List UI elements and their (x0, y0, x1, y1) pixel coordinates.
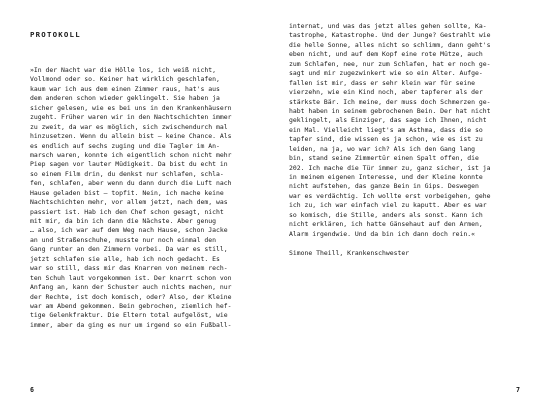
text-line: mit mir, da bin ich dann die Nächste. Aber genug (30, 217, 217, 225)
text-line: war so still, dass mir das Knarren von meinem rech- (30, 264, 228, 273)
text-line: fen, schlafen, aber wenn du dann durch die Luft nach (30, 179, 232, 188)
text-line: war es verdächtig. Ich wollte erst vorbeigehen, gehe (289, 191, 491, 200)
text-line: zugeht. Früher waren wir in den Nachtschichten immer (30, 113, 232, 122)
text-line: stärkste Bär. Ich meine, der muss doch Schmerzen ge- (289, 97, 491, 106)
text-line: Hause geladen bist – topfit. Nein, ich mache keine (30, 188, 224, 197)
text-line: die helle Sonne, alles nicht so schlimm, dann geht's (289, 40, 491, 49)
text-line: Anfang an, kann der Schuster auch nichts machen, nur (30, 283, 232, 292)
text-line: internat, und was das jetzt alles gehen sollte, Ka- (289, 22, 487, 30)
text-line: marsch waren, konnte ich eigentlich schon nicht mehr (30, 150, 232, 159)
text-line: Alarm irgendwie. Und da bin ich dann doch rein.« (289, 229, 476, 238)
signature: Simone Theill, Krankenschwester (289, 249, 410, 258)
text-line: »In der Nacht war die Hölle los, ich weiß nicht, (30, 66, 217, 74)
text-line: dem anderen schon wieder geklingelt. Sie haben ja (30, 94, 220, 103)
text-line: tige Gelenkfraktur. Die Eltern total aufgelöst, wie (30, 311, 228, 320)
right-page-text (289, 22, 491, 259)
text-line: 202. Ich mache die Tür immer zu, ganz sicher, ist ja (289, 163, 491, 172)
text-line: bin, stand seine Zimmertür einen Spalt offen, die (289, 154, 479, 163)
text-line: vierzehn, wie ein Kind noch, aber tapferer als der (289, 88, 483, 97)
text-line: … also, ich war auf dem Weg nach Hause, schon Jacke (30, 226, 228, 235)
text-line: Piep sagen vor lauter Müdigkeit. Da bist du echt in (30, 160, 228, 169)
text-line: sagt und mir zugezwinkert wie so ein Alter. Aufge- (289, 69, 483, 78)
text-line: hinzusetzen. Wenn du allein bist – keine Chance. Als (30, 132, 232, 141)
text-line: ten Schuh laut vorgekommen ist. Der knarrt schon von (30, 273, 232, 282)
text-line: zu zweit, da war es möglich, sich zwischendurch mal (30, 122, 228, 131)
text-line: an und Straßenschuhe, musste nur noch einmal den (30, 235, 217, 244)
text-line: jetzt schlafen sie alle, hab ich noch gedacht. Es (30, 254, 220, 263)
text-line: der Rechte, ist doch komisch, oder? Also, der Kleine (30, 292, 232, 301)
text-line: eben nicht, und auf dem Kopf eine rote Mütze, auch (289, 50, 483, 59)
text-line: es endlich auf sechs zuging und die Tagler im An- (30, 141, 220, 150)
text-line: sicher gelesen, wie es bei uns in den Krankenhäusern (30, 103, 232, 112)
text-line: so einem Film drin, du denkst nur schlafen, schla- (30, 169, 224, 178)
text-line: in meinem eigenen Interesse, und der Kleine konnte (289, 173, 483, 181)
text-line: zum Schlafen, nee, nur zum Schlafen, hat er noch ge- (289, 59, 491, 68)
text-line: tastrophe, Katastrophe. Und der Junge? Gestrahlt wie (289, 31, 491, 40)
text-line: immer, aber da ging es nur um irgend so ein Fußball- (30, 320, 232, 329)
text-line: Gang runter an den Zimmern vorbei. Da war es still, (30, 245, 228, 254)
right-page (275, 0, 550, 418)
page-number: 6 (30, 386, 34, 394)
text-line: fallen ist mir, dass er sehr klein war für seine (289, 78, 476, 87)
text-line: kaum war ich aus dem einen Zimmer raus, hat's aus (30, 84, 220, 93)
paragraph-gap (289, 239, 491, 249)
text-line: tapfer sind, die wissen es ja schon, wie es ist zu (289, 135, 483, 144)
left-page-text (30, 66, 232, 330)
text-line: passiert ist. Hab ich den Chef schon gesagt, nicht (30, 207, 224, 216)
text-line: leiden, na ja, wo war ich? Als ich den Gang lang (289, 144, 476, 153)
text-line: Vollmond oder so. Keiner hat wirklich geschlafen, (30, 75, 220, 84)
text-line: ein Mal. Vielleicht liegt's am Asthma, dass die so (289, 125, 483, 134)
text-line: so komisch, die Stille, anders als sonst. Kann ich (289, 210, 483, 219)
text-line: nicht erklären, ich hatte Gänsehaut auf den Armen, (289, 220, 483, 229)
text-line: nicht aufstehen, das ganze Bein in Gips. Deswegen (289, 182, 479, 191)
text-line: war am Abend gekommen. Bein gebrochen, ziemlich hef- (30, 301, 232, 310)
section-heading: PROTOKOLL (30, 30, 81, 39)
text-line: habt haben in seinem gebrochenen Bein. Der hat nicht (289, 106, 491, 115)
text-line: geklingelt, als Einziger, das sage ich Ihnen, nicht (289, 116, 487, 125)
text-line: Nachtschichten mehr, vor allem jetzt, nach dem, was (30, 198, 228, 207)
page-number: 7 (516, 386, 520, 394)
text-line: ich zu, ich war einfach viel zu kaputt. Aber es war (289, 201, 487, 210)
